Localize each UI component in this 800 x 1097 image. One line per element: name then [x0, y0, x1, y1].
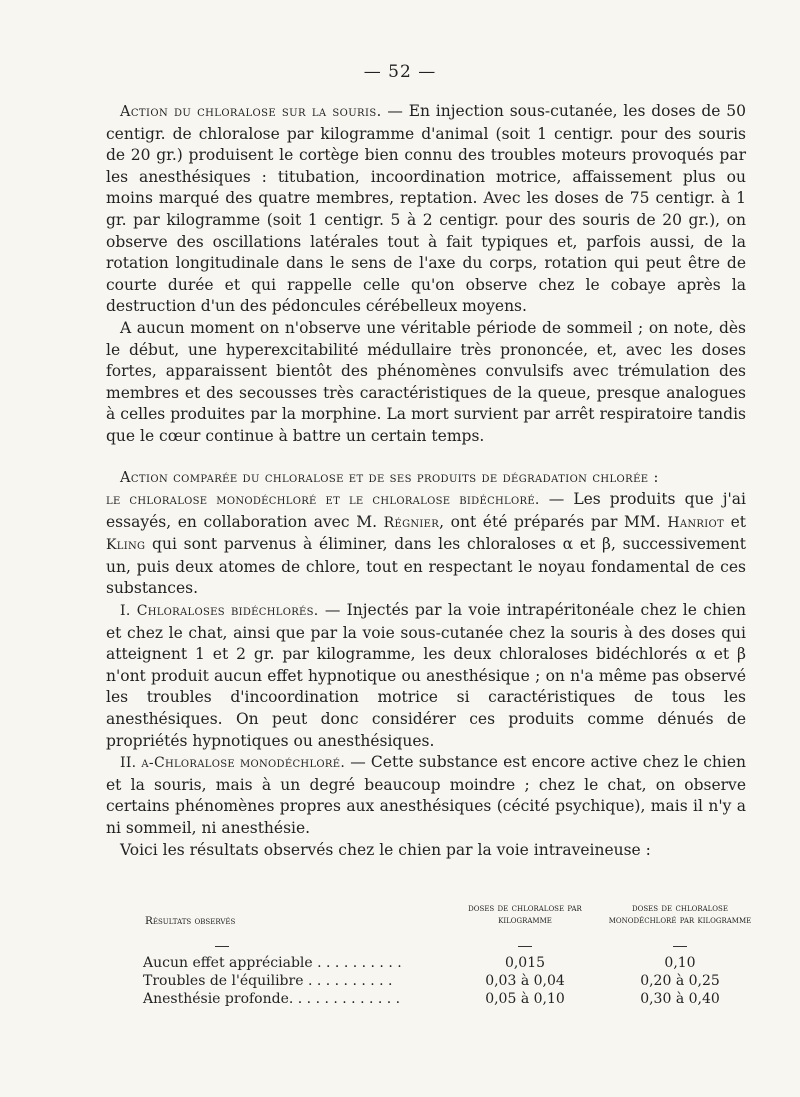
section1-heading: Action du chloralose sur la souris.: [120, 104, 382, 120]
row-dose-chloralose: 0,05 à 0,10: [485, 991, 565, 1007]
divider: [215, 946, 229, 947]
table-row: [143, 991, 753, 1009]
row-label: Aucun effet appréciable . . . . . . . . . .: [143, 955, 402, 971]
section2-intro: le chloralose monodéchloré et le chloralose bidéchloré. — Les produits que j'ai essayés, en collaboration avec M. Régnier, ont été préparés par MM. Hanriot et Kling qui sont parvenus à éliminer, dans les chloraloses α et β, successivement un, puis deux atomes de chlore, tout en respectant le noyau fondamental de ces substances.: [106, 490, 746, 598]
row-label: Anesthésie profonde. . . . . . . . . . . . .: [143, 991, 401, 1007]
table-row: [143, 973, 753, 991]
table-header-results: Résultats observés: [145, 915, 236, 927]
name-hanriot: Hanriot: [667, 514, 724, 531]
page-number: — 52 —: [363, 62, 437, 82]
subsection2-heading: II. α-Chloralose monodéchloré.: [120, 755, 346, 772]
subsection2-text: — Cette substance est encore active chez le chien et la souris, mais à un degré beaucoup moindre ; chez le chat, on observe certains phénomènes propres aux anesthésiques (cécité psychique), mais il n'y a ni sommeil, ni anesthésie.: [106, 753, 746, 837]
section2-heading-line2: le chloralose monodéchloré et le chloralose bidéchloré.: [106, 492, 540, 509]
section1-text: — En injection sous-cutanée, les doses de 50 centigr. de chloralose par kilogramme d'animal (soit 1 centigr. pour des souris de 20 gr.) produisent le cortège bien connu des troubles moteurs provoqués par les anesthésiques : titubation, incoordination motrice, affaissement plus ou moins marqué des quatre membres, reptation. Avec les doses de 75 centigr. à 1 gr. par kilogramme (soit 1 centigr. 5 à 2 centigr. pour des souris de 20 gr.), on observe des oscillations latérales tout à fait typiques et, parfois aussi, de la rotation longitudinale dans le sens de l'axe du corps, rotation qui peut être de courte durée et qui rappelle celle qu'on observe chez le cobaye après la destruction d'un des pédoncules cérébelleux moyens.: [106, 102, 746, 316]
voici-paragraph: Voici les résultats observés chez le chien par la voie intraveineuse :: [120, 840, 651, 859]
row-dose-monodechlore: 0,20 à 0,25: [640, 973, 720, 989]
section2-heading-line1: Action comparée du chloralose et de ses produits de dégradation chlorée :: [120, 469, 659, 486]
spacer: [106, 448, 746, 467]
row-label: Troubles de l'équilibre . . . . . . . . . .: [143, 973, 393, 989]
body-text: [106, 101, 746, 861]
subsection1-text: — Injectés par la voie intrapéritonéale chez le chien et chez le chat, ainsi que par la voie sous-cutanée chez la souris à des doses qui atteignent 1 et 2 gr. par kilogramme, les deux chloraloses bidéchlorés α et β n'ont produit aucun effet hypnotique ou anesthésique ; on n'a même pas observé les troubles d'incoordination motrice si caractéristiques de tous les anesthésiques. On peut donc considérer ces produits comme dénués de propriétés hypnotiques ou anesthésiques.: [106, 601, 746, 750]
row-dose-chloralose: 0,015: [504, 955, 546, 971]
row-dose-chloralose: 0,03 à 0,04: [485, 973, 565, 989]
section1-paragraph: [106, 101, 746, 318]
name-kling: Kling: [106, 537, 146, 554]
table-header-chloralose: doses de chloralose par kilogramme: [468, 902, 582, 926]
row-dose-monodechlore: 0,30 à 0,40: [640, 991, 720, 1007]
subsection2-paragraph: [106, 752, 746, 839]
table-header-monodechlore: doses de chloralose monodéchloré par kilogramme: [608, 902, 752, 926]
name-regnier: Régnier: [383, 514, 440, 531]
row-dose-monodechlore: 0,10: [664, 955, 696, 971]
divider: [673, 946, 687, 947]
subsection1-paragraph: [106, 600, 746, 752]
divider: [518, 946, 532, 947]
section1-paragraph2: A aucun moment on n'observe une véritable période de sommeil ; on note, dès le début, une hyperexcitabilité médullaire très prononcée, et, avec les doses fortes, apparaissent bientôt des phénomènes convulsifs avec trémulation des membres et des secousses très caractéristiques de la queue, presque analogues à celles produites par la morphine. La mort survient par arrêt respiratoire tandis que le cœur continue à battre un certain temps.: [106, 318, 746, 445]
subsection1-heading: I. Chloraloses bidéchlorés.: [120, 603, 319, 620]
table-row: [143, 955, 753, 973]
